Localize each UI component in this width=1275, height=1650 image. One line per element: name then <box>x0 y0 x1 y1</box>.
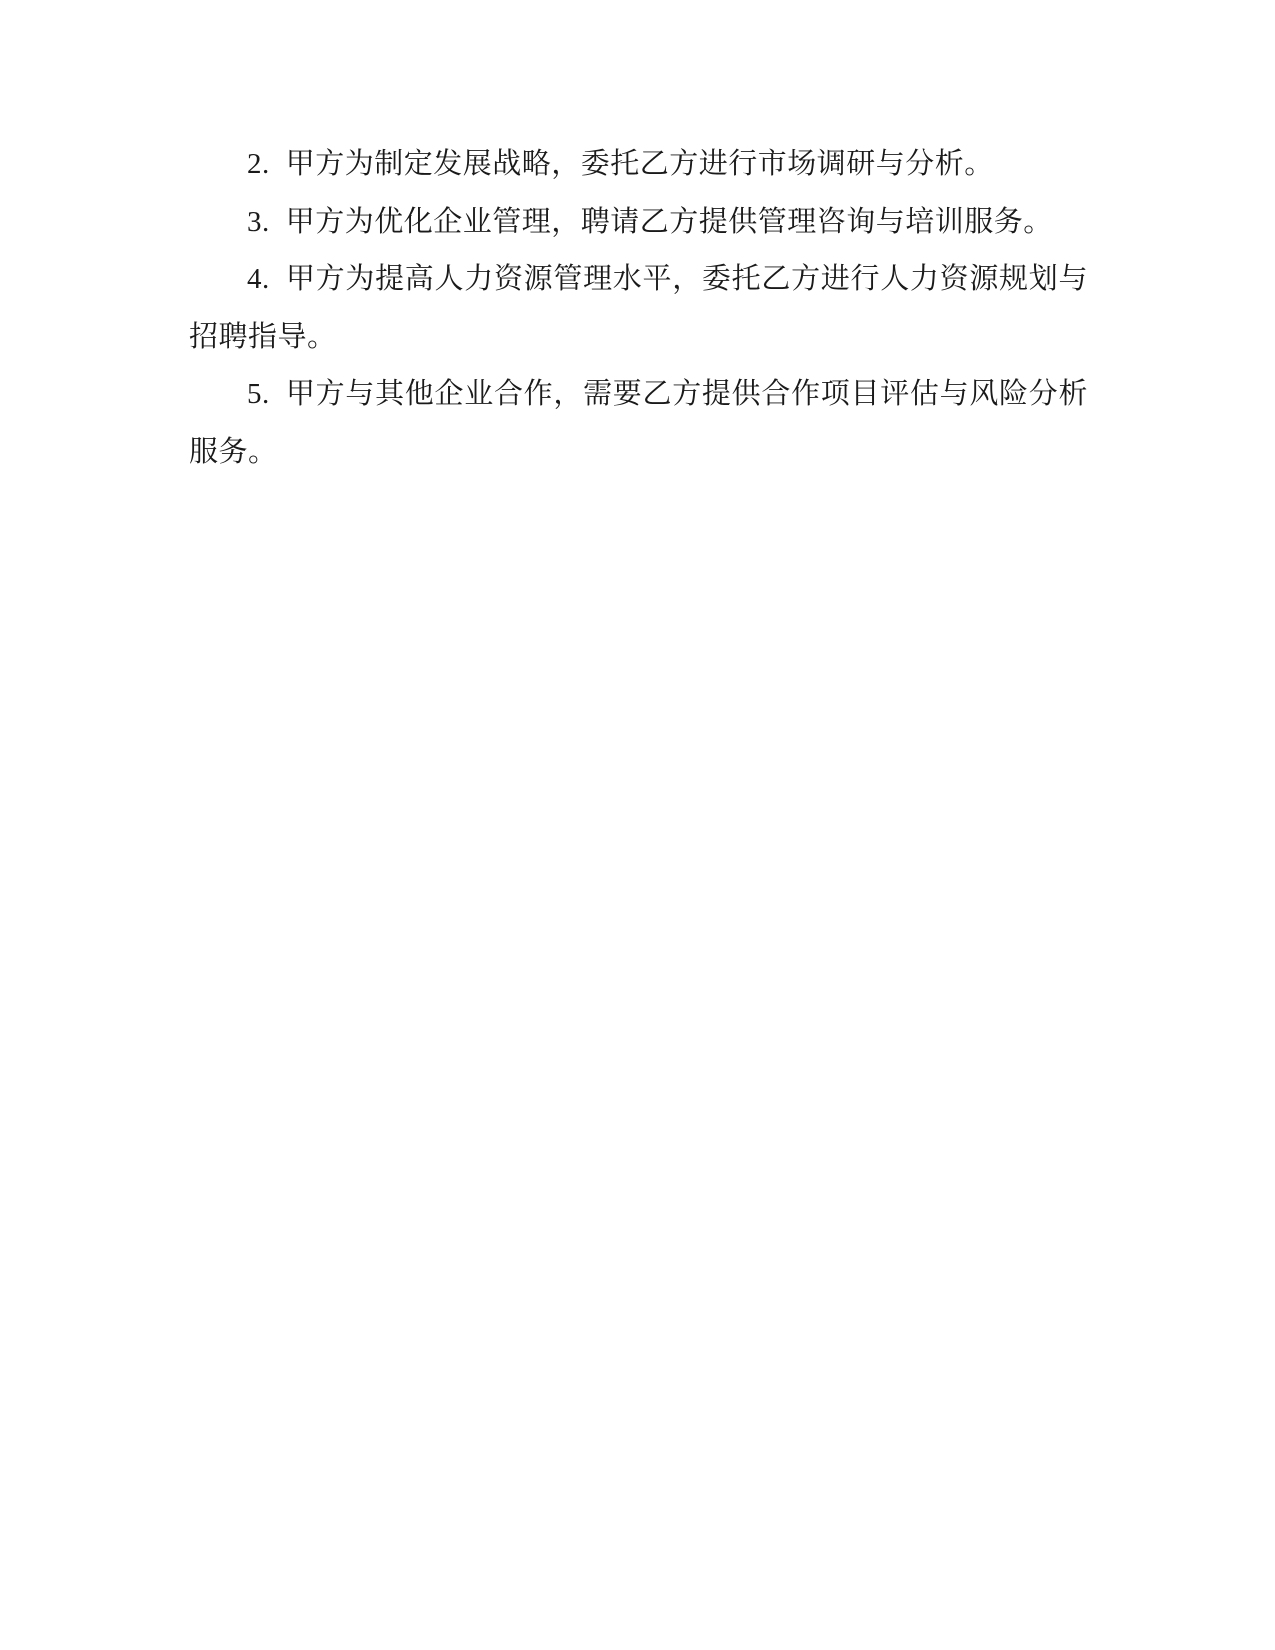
clause-2 <box>189 136 1088 194</box>
clause-2-number: 2. <box>247 148 270 180</box>
clause-3-number: 3. <box>247 205 270 238</box>
clause-5-text-continuation: 服务。 <box>189 435 278 468</box>
clause-4-number: 4. <box>247 263 270 295</box>
clause-5-text: 甲方与其他企业合作，需要乙方提供合作项目评估与风险分析 <box>285 378 1088 410</box>
clause-4-text: 甲方为提高人力资源管理水平，委托乙方进行人力资源规划与 <box>285 263 1088 295</box>
clause-5-line-2 <box>189 424 1088 482</box>
document-body <box>189 136 1088 481</box>
clause-4-text-continuation: 招聘指导。 <box>189 320 337 353</box>
clause-5-number: 5. <box>247 378 270 410</box>
clause-2-text: 甲方为制定发展战略，委托乙方进行市场调研与分析。 <box>285 148 994 180</box>
clause-3-text: 甲方为优化企业管理，聘请乙方提供管理咨询与培训服务。 <box>285 205 1053 238</box>
clause-5-line-1 <box>189 366 1088 424</box>
clause-4-line-2 <box>189 309 1088 367</box>
clause-3 <box>189 194 1088 252</box>
clause-4-line-1 <box>189 251 1088 309</box>
